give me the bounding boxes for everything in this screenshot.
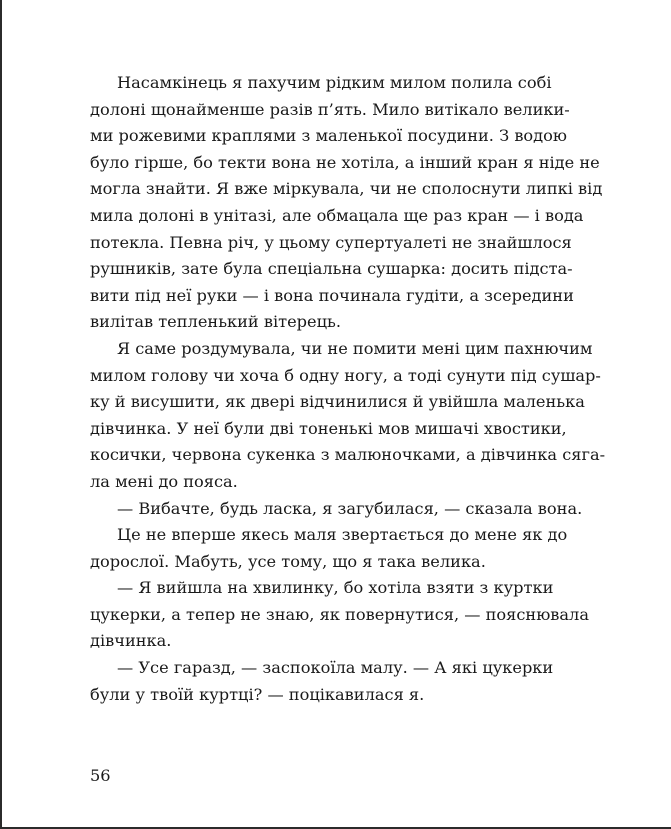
text-line: косички, червона сукенка з малюночками, а дівчинка сяга-	[90, 445, 606, 465]
text-line: долоні щонайменше разів п’ять. Мило витікало велики-	[90, 99, 570, 119]
text-line: потекла. Певна річ, у цьому супертуалеті не знайшлося	[90, 232, 572, 252]
page-number: 56	[90, 766, 111, 785]
text-line: було гірше, бо текти вона не хотіла, а інший кран я ніде не	[90, 152, 600, 172]
text-line: були у твоїй куртці? — поцікавилася я.	[90, 684, 425, 704]
text-line: Насамкінець я пахучим рідким милом полила собі	[117, 73, 552, 92]
text-line: милом голову чи хоча б одну ногу, а тоді сунути під сушар-	[90, 365, 601, 385]
text-line: Я саме роздумувала, чи не помити мені цим пахнючим	[117, 338, 593, 358]
text-line: рушників, зате була спеціальна сушарка: досить підста-	[90, 259, 573, 279]
text-line: — Усе гаразд, — заспокоїла малу. — А які цукерки	[117, 658, 554, 678]
text-line: дівчинка.	[90, 631, 172, 651]
page-body-text	[90, 70, 606, 708]
text-line: — Вибачте, будь ласка, я загубилася, — сказала вона.	[117, 498, 583, 518]
text-line: дорослої. Мабуть, усе тому, що я така велика.	[90, 551, 486, 571]
text-line: ла мені до пояса.	[90, 471, 238, 491]
text-line: — Я вийшла на хвилинку, бо хотіла взяти з куртки	[117, 578, 554, 598]
text-line: могла знайти. Я вже міркувала, чи не сполоснути липкі від	[90, 179, 603, 199]
text-line: дівчинка. У неї були дві тоненькі мов мишачі хвостики,	[90, 418, 567, 438]
text-line: Це не вперше якесь маля звертається до мене як до	[117, 525, 568, 545]
text-line: мила долоні в унітазі, але обмацала ще раз кран — і вода	[90, 205, 584, 225]
text-line: вити під неї руки — і вона починала гудіти, а зсередини	[90, 285, 574, 305]
text-line: вилітав тепленький вітерець.	[90, 312, 341, 332]
text-line: ку й висушити, як двері відчинилися й увійшла маленька	[90, 392, 585, 412]
text-line: цукерки, а тепер не знаю, як повернутися, — пояснювала	[90, 604, 589, 624]
text-line: ми рожевими краплями з маленької посудини. З водою	[90, 126, 567, 146]
